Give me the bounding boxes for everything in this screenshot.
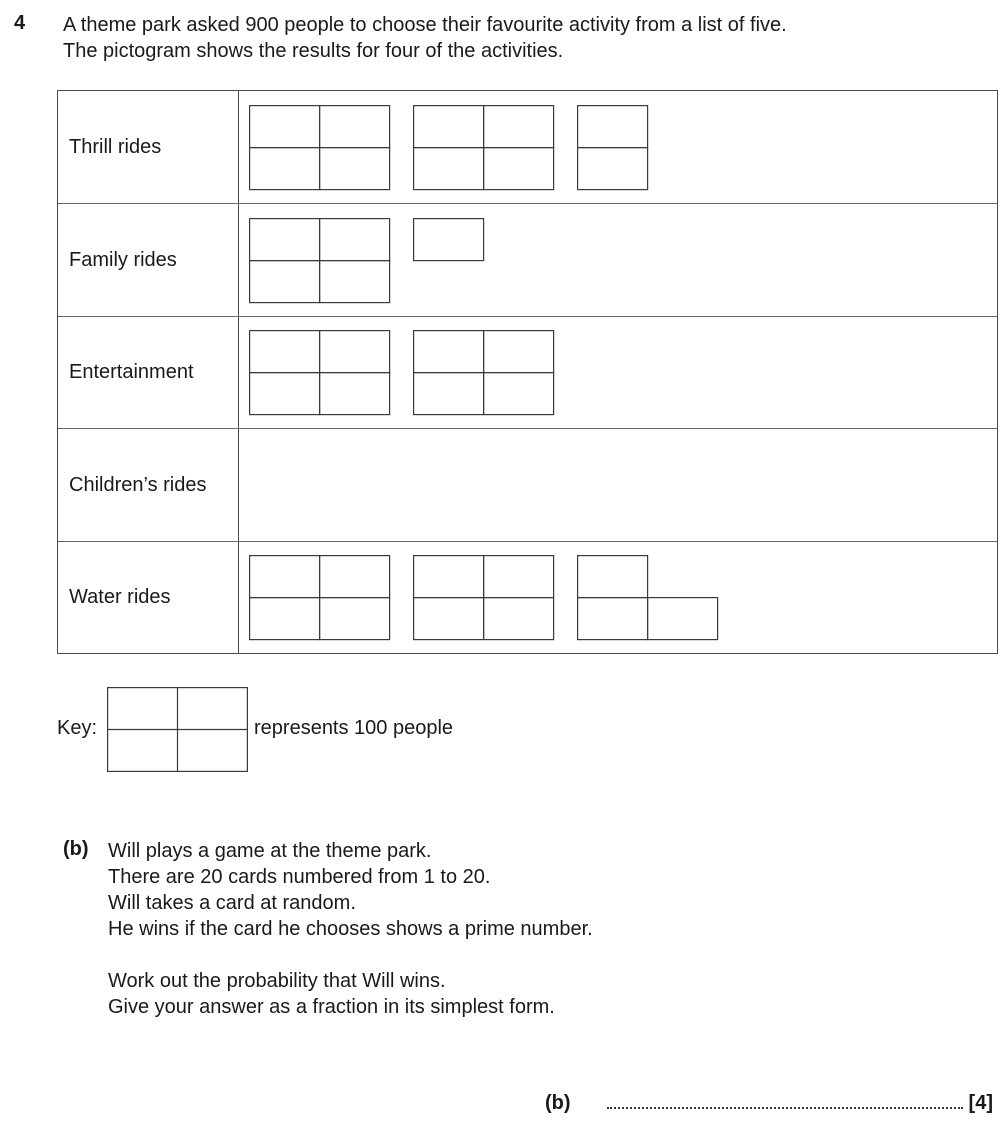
pictogram-symbol-partial	[577, 555, 719, 641]
symbol-quarter	[414, 373, 484, 415]
question-number: 4	[14, 12, 26, 34]
symbol-quarter	[484, 598, 554, 640]
symbol-quarter	[648, 598, 718, 640]
pictogram-symbol-full	[249, 105, 391, 191]
row-label: Family rides	[69, 248, 177, 271]
symbol-quarter	[414, 331, 484, 373]
symbol-quarter	[578, 556, 648, 598]
pictogram-row	[58, 316, 997, 429]
part-b-line-3: Will takes a card at random.	[108, 892, 356, 914]
answer-line	[545, 1089, 993, 1115]
symbol-quarter	[250, 331, 320, 373]
part-b-label: (b)	[63, 838, 89, 860]
row-symbols	[239, 204, 997, 316]
pictogram-symbol-full	[413, 330, 555, 416]
symbol-quarter	[578, 106, 648, 148]
symbol-quarter	[414, 598, 484, 640]
pictogram-row	[58, 541, 997, 654]
pictogram-symbol-full	[249, 555, 391, 641]
part-b-line-2: There are 20 cards numbered from 1 to 20.	[108, 866, 491, 888]
symbol-quarter	[320, 260, 390, 302]
key-symbol-icon	[107, 687, 248, 772]
part-b-line-6: Give your answer as a fraction in its simplest form.	[108, 996, 555, 1018]
symbol-quarter	[414, 556, 484, 598]
symbol-quarter	[250, 148, 320, 190]
symbol-quarter	[320, 106, 390, 148]
pictogram-row	[58, 204, 997, 317]
symbol-quarter	[414, 106, 484, 148]
intro-line-1: A theme park asked 900 people to choose their favourite activity from a list of five.	[63, 14, 787, 36]
row-symbols	[239, 91, 997, 203]
row-label: Children’s rides	[69, 473, 207, 496]
symbol-quarter	[320, 556, 390, 598]
part-b-line-5: Work out the probability that Will wins.	[108, 970, 446, 992]
symbol-quarter	[250, 106, 320, 148]
symbol-quarter	[320, 331, 390, 373]
symbol-quarter	[484, 556, 554, 598]
key-label: Key:	[57, 717, 98, 739]
symbol-quarter	[250, 373, 320, 415]
answer-label: (b)	[545, 1092, 571, 1114]
row-symbols	[239, 541, 997, 653]
paragraph-gap	[108, 942, 593, 968]
part-b-question	[108, 838, 593, 1020]
symbol-quarter	[250, 598, 320, 640]
row-label: Water rides	[69, 586, 171, 609]
row-label: Thrill rides	[69, 136, 162, 158]
pictogram-symbol-full	[413, 105, 555, 191]
pictogram-symbol-partial	[577, 105, 719, 191]
symbol-quarter	[484, 148, 554, 190]
symbol-quarter	[578, 148, 648, 190]
symbol-quarter	[320, 218, 390, 260]
symbol-quarter	[484, 331, 554, 373]
row-label: Entertainment	[69, 361, 194, 384]
part-b-line-1: Will plays a game at the theme park.	[108, 840, 432, 862]
pictogram-symbol-full	[249, 330, 391, 416]
symbol-quarter	[578, 598, 648, 640]
pictogram-row	[58, 429, 997, 542]
symbol-quarter	[320, 373, 390, 415]
symbol-quarter	[484, 373, 554, 415]
pictogram-symbol-partial	[413, 218, 555, 304]
symbol-quarter	[250, 556, 320, 598]
symbol-quarter	[320, 598, 390, 640]
answer-input-line[interactable]	[607, 1089, 963, 1109]
key-text: represents 100 people	[254, 717, 454, 739]
intro-line-2: The pictogram shows the results for four of the activities.	[63, 40, 564, 62]
pictogram-row	[58, 91, 997, 204]
symbol-quarter	[320, 148, 390, 190]
pictogram-symbol-full	[413, 555, 555, 641]
pictogram-symbol-full	[249, 218, 391, 304]
symbol-quarter	[414, 148, 484, 190]
key-symbol	[107, 687, 248, 772]
symbol-quarter	[250, 218, 320, 260]
symbol-quarter	[414, 218, 484, 260]
symbol-quarter	[484, 106, 554, 148]
symbol-quarter	[250, 260, 320, 302]
part-b-line-4: He wins if the card he chooses shows a prime number.	[108, 918, 593, 940]
question-intro	[63, 12, 787, 64]
row-symbols	[239, 316, 997, 428]
row-symbols	[239, 429, 997, 541]
pictogram-table	[57, 90, 998, 654]
marks-label: [4]	[968, 1092, 993, 1114]
